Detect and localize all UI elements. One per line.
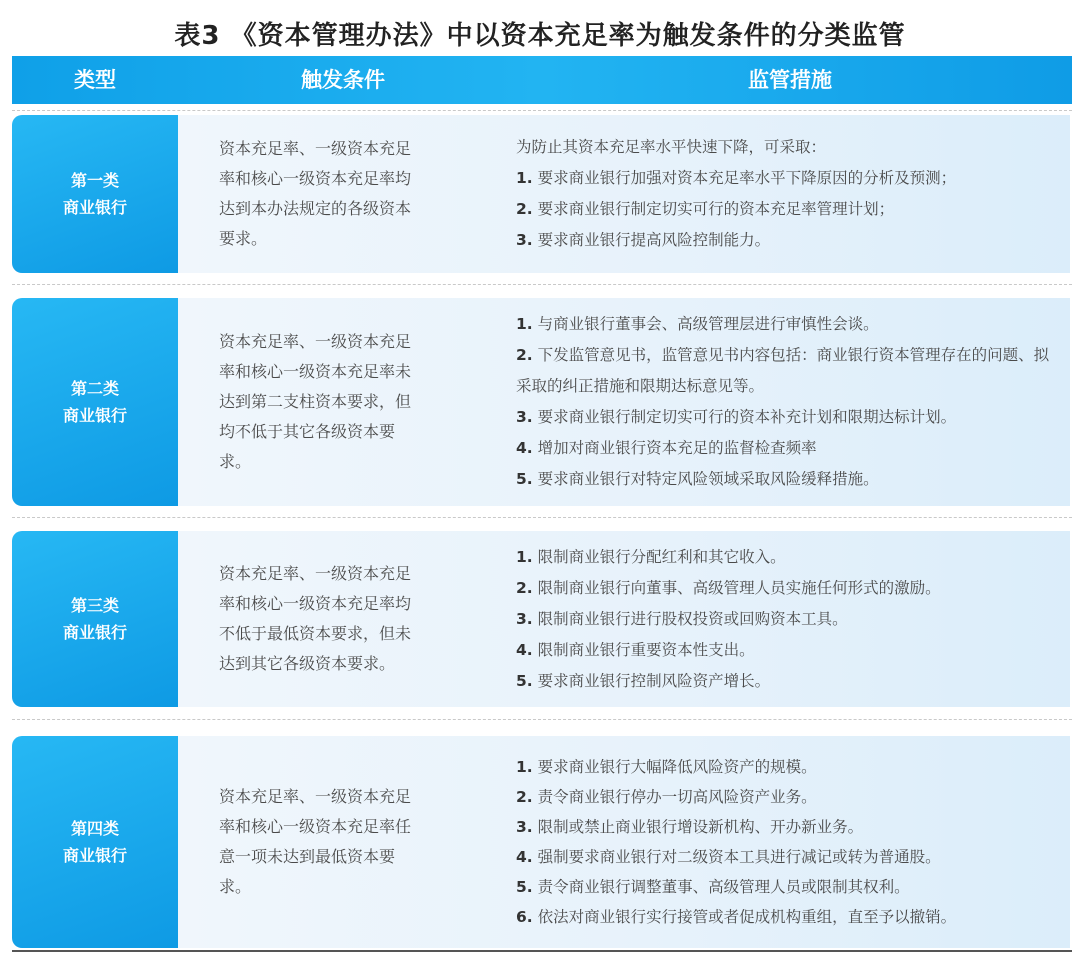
measure-item: 5. 要求商业银行控制风险资产增长。 [516,671,771,690]
table-bottom-rule [12,950,1072,952]
measure-item: 3. 要求商业银行提高风险控制能力。 [516,231,771,249]
measure-item: 1. 限制商业银行分配红利和其它收入。 [516,547,786,566]
row-type-cell [12,298,178,506]
trigger-text: 资本充足率、一级资本充足率和核心一级资本充足率任意一项未达到最低资本要求。 [219,787,412,896]
type-label: 第三类 [70,596,119,615]
measure-item: 2. 下发监管意见书，监管意见书内容包括：商业银行资本管理存在的问题、拟采取的纠正措施和限期达标意见等。 [516,346,1050,395]
type-label: 商业银行 [62,198,127,217]
trigger-cell [219,736,425,948]
type-label: 第二类 [70,379,119,398]
divider [12,284,1072,285]
header-type: 类型 [74,68,116,92]
measures-cell [516,298,1062,506]
measure-item: 4. 限制商业银行重要资本性支出。 [516,640,755,659]
type-label: 商业银行 [62,623,127,642]
measure-item: 6. 依法对商业银行实行接管或者促成机构重组，直至予以撤销。 [516,908,957,926]
measure-item: 1. 与商业银行董事会、高级管理层进行审慎性会谈。 [516,315,879,333]
measure-item: 3. 限制或禁止商业银行增设新机构、开办新业务。 [516,818,864,836]
divider [12,517,1072,518]
trigger-text: 资本充足率、一级资本充足率和核心一级资本充足率均达到本办法规定的各级资本要求。 [219,139,412,248]
trigger-cell [219,115,425,273]
measure-item: 为防止其资本充足率水平快速下降，可采取： [516,138,827,156]
trigger-text: 资本充足率、一级资本充足率和核心一级资本充足率均不低于最低资本要求，但未达到其它各级资本要求。 [219,564,412,673]
measures-cell [516,531,1062,707]
measure-item: 4. 增加对商业银行资本充足的监督检查频率 [516,439,817,457]
trigger-text: 资本充足率、一级资本充足率和核心一级资本充足率未达到第二支柱资本要求，但均不低于其它各级资本要求。 [219,332,412,471]
row-type-cell [12,115,178,273]
measure-item: 5. 要求商业银行对特定风险领域采取风险缓释措施。 [516,470,879,488]
measure-item: 3. 要求商业银行制定切实可行的资本补充计划和限期达标计划。 [516,408,957,426]
table-header [12,56,1072,104]
row-type-cell [12,531,178,707]
trigger-cell [219,298,425,506]
table-row [12,115,1070,273]
divider [12,110,1072,111]
measure-item: 2. 限制商业银行向董事、高级管理人员实施任何形式的激励。 [516,578,941,597]
measure-item: 1. 要求商业银行加强对资本充足率水平下降原因的分析及预测； [516,169,957,187]
measure-item: 5. 责令商业银行调整董事、高级管理人员或限制其权利。 [516,878,910,896]
type-label: 第一类 [70,171,119,190]
trigger-cell [219,531,425,707]
table-row [12,736,1070,948]
measure-item: 2. 要求商业银行制定切实可行的资本充足率管理计划； [516,200,895,218]
header-measures: 监管措施 [748,68,832,92]
measures-cell [516,736,1062,948]
table-row [12,298,1070,506]
measures-cell [516,115,1062,273]
measure-item: 2. 责令商业银行停办一切高风险资产业务。 [516,788,817,806]
type-label: 商业银行 [62,406,127,425]
divider [12,719,1072,720]
row-type-cell [12,736,178,948]
type-label: 第四类 [70,819,119,838]
measure-item: 3. 限制商业银行进行股权投资或回购资本工具。 [516,609,848,628]
header-trigger: 触发条件 [301,68,385,92]
table-title: 表3 《资本管理办法》中以资本充足率为触发条件的分类监管 [174,21,906,51]
type-label: 商业银行 [62,846,127,865]
table-row [12,531,1070,707]
measure-item: 1. 要求商业银行大幅降低风险资产的规模。 [516,758,817,776]
measure-item: 4. 强制要求商业银行对二级资本工具进行减记或转为普通股。 [516,848,941,866]
